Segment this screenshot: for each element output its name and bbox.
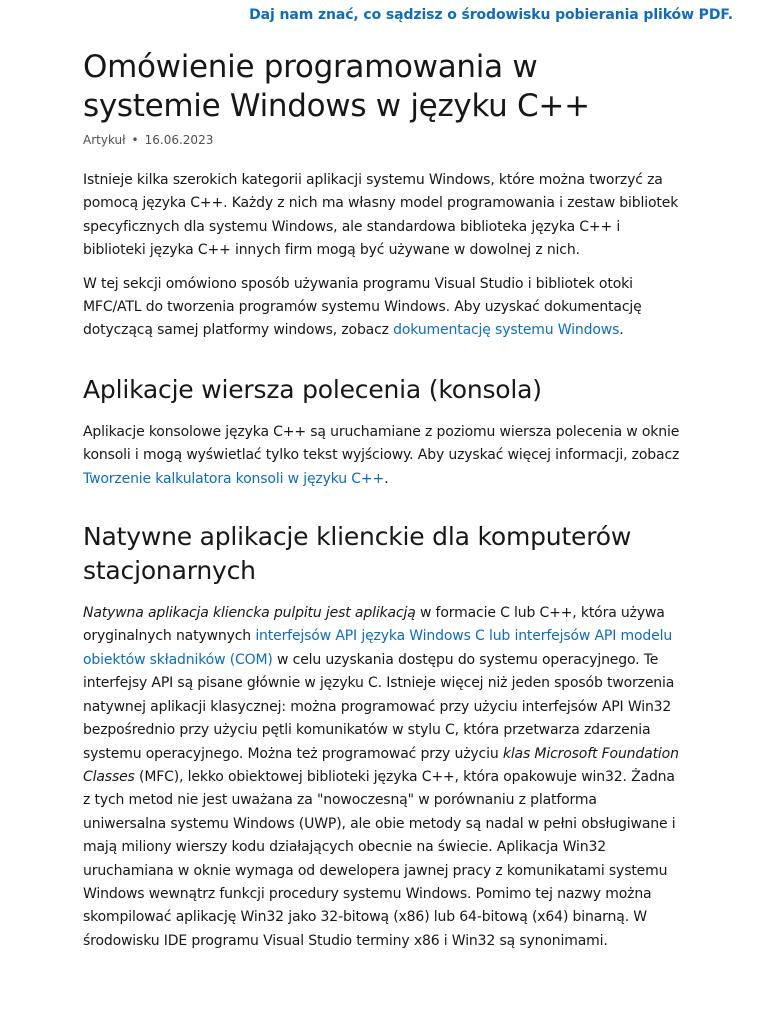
console-calculator-link[interactable]: Tworzenie kalkulatora konsoli w języku C++ — [83, 470, 385, 487]
desktop-paragraph — [83, 602, 683, 953]
article-type: Artykuł — [83, 133, 126, 147]
section-heading-console: Aplikacje wiersza polecenia (konsola) — [83, 374, 542, 404]
console-text-end: . — [384, 470, 389, 487]
article-meta — [83, 132, 683, 148]
intro-paragraph-2 — [83, 273, 683, 343]
windows-c-com-api-link[interactable]: interfejsów API języka Windows C lub interfejsów API modelu obiektów składników (COM) — [83, 628, 673, 668]
desktop-text-3: (MFC), lekko obiektowej biblioteki języka C++, która opakowuje win32. Żadna z tych metod nie jest uważana za "nowoczesną" w porównaniu z platforma uniwersalna systemu Windows (UWP), ale obie metody są nadal w pełni obsługiwane i mają miliony wierszy kodu działających obecnie na świecie. Aplikacja Win32 uruchamiana w oknie wymaga od dewelopera jawnej pracy z komunikatami systemu Windows wewnątrz funkcji procedury systemu Windows. Pomimo tej nazwy można skompilować aplikację Win32 jako 32-bitową (x86) lub 64-bitową (x64) binarną. W środowisku IDE programu Visual Studio terminy x86 i Win32 są synonimami. — [83, 768, 676, 949]
windows-docs-link[interactable]: dokumentację systemu Windows — [393, 322, 620, 339]
desktop-emphasis-1: Natywna aplikacja kliencka pulpitu jest aplikacją — [83, 605, 416, 622]
intro-paragraph-1: Istnieje kilka szerokich kategorii aplikacji systemu Windows, które można tworzyć za pomocą języka C++. Każdy z nich ma własny model programowania i zestaw bibliotek specyficznych dla systemu Windows, ale standardowa biblioteka języka C++ i biblioteki języka C++ innych firm mogą być używane w dowolnej z nich. — [83, 172, 679, 259]
desktop-emphasis-mfc: klas Microsoft Foundation Classes — [83, 745, 679, 785]
pdf-feedback-link[interactable]: Daj nam znać, co sądzisz o środowisku pobierania plików PDF. — [249, 7, 733, 23]
intro-p2-text: W tej sekcji omówiono sposób używania programu Visual Studio i bibliotek otoki MFC/ATL do tworzenia programów systemu Windows. Aby uzyskać dokumentację dotyczącą samej platformy windows, zobacz — [83, 275, 642, 339]
intro-p2-end: . — [619, 322, 624, 339]
console-text: Aplikacje konsolowe języka C++ są uruchamiane z poziomu wiersza polecenia w oknie konsoli i mogą wyświetlać tylko tekst wyjściowy. Aby uzyskać więcej informacji, zobacz — [83, 423, 680, 464]
article — [83, 48, 683, 953]
section-heading-desktop: Natywne aplikacje klienckie dla komputerów stacjonarnych — [83, 522, 632, 586]
desktop-text-2: w celu uzyskania dostępu do systemu operacyjnego. Te interfejsy API są pisane głównie w języku C. Istnieje więcej niż jeden sposób tworzenia natywnej aplikacji klasycznej: można programować przy użyciu interfejsów API Win32 bezpośrednio przy użyciu pętli komunikatów w stylu C, która przetwarza zdarzenia systemu operacyjnego. Można też programować przy użyciu — [83, 651, 675, 762]
meta-separator: • — [131, 133, 139, 147]
page-title: Omówienie programowania w systemie Windows w języku C++ — [83, 49, 590, 124]
desktop-text-1: w formacie C lub C++, która używa oryginalnych natywnych — [83, 605, 665, 645]
console-paragraph — [83, 421, 683, 491]
article-date: 16.06.2023 — [144, 133, 214, 147]
